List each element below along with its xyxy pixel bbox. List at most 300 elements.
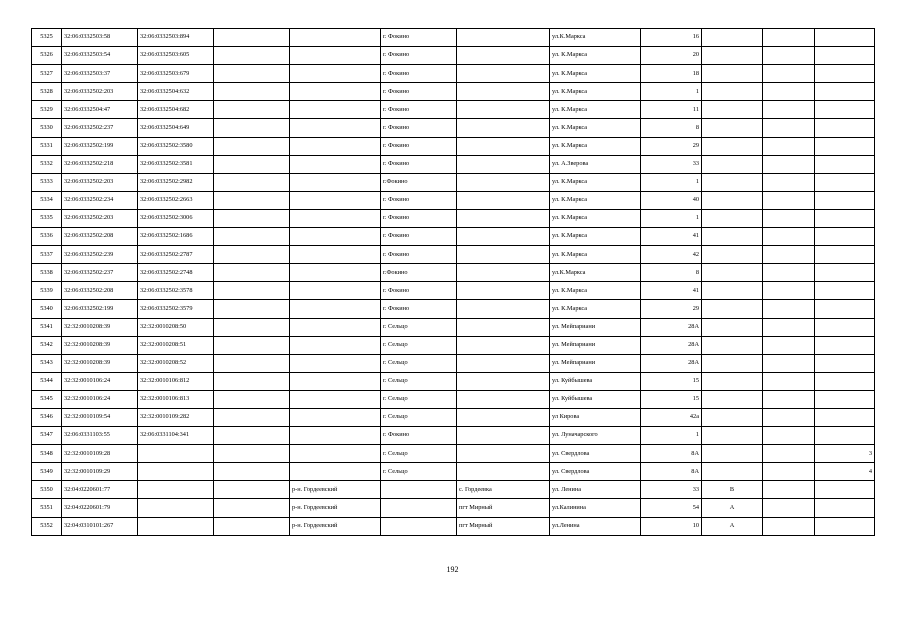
table-row	[32, 427, 875, 445]
cell-apartment	[815, 390, 875, 408]
cell-house-number: 41	[641, 228, 702, 246]
cell-city	[381, 499, 457, 517]
cell-settlement	[457, 155, 550, 173]
cell-extra-col	[763, 318, 815, 336]
cell-extra-col	[763, 354, 815, 372]
cell-house-number: 28А	[641, 318, 702, 336]
cell-cadastral-number: 32:06:0332502:203	[62, 209, 138, 227]
table-row	[32, 65, 875, 83]
cell-row-index: 5343	[32, 354, 62, 372]
cell-row-index: 5337	[32, 246, 62, 264]
cell-settlement: с. Гордеевка	[457, 481, 550, 499]
cell-extra-col	[763, 408, 815, 426]
cell-object-cadastral-number: 32:06:0332502:2663	[138, 191, 214, 209]
cell-settlement	[457, 246, 550, 264]
cell-object-cadastral-number: 32:32:0010106:813	[138, 390, 214, 408]
cell-extra-col	[763, 264, 815, 282]
cell-city: г. Фокино	[381, 300, 457, 318]
cell-apartment: 4	[815, 463, 875, 481]
cell-street: ул. К.Маркса	[550, 300, 641, 318]
cell-district	[290, 408, 381, 426]
cell-object-cadastral-number: 32:06:0332504:632	[138, 83, 214, 101]
cell-district	[290, 445, 381, 463]
cell-apartment	[815, 191, 875, 209]
cell-row-index: 5348	[32, 445, 62, 463]
cell-object-cadastral-number: 32:06:0332503:894	[138, 29, 214, 47]
cell-cadastral-number: 32:04:0310101:267	[62, 517, 138, 535]
table-row	[32, 29, 875, 47]
cell-empty-col	[214, 29, 290, 47]
cell-house-number: 1	[641, 83, 702, 101]
cell-extra-col	[763, 29, 815, 47]
cell-district	[290, 427, 381, 445]
table-row	[32, 155, 875, 173]
cell-district	[290, 209, 381, 227]
cell-settlement	[457, 354, 550, 372]
cell-apartment	[815, 300, 875, 318]
cell-street: ул. К.Маркса	[550, 209, 641, 227]
cell-house-number: 41	[641, 282, 702, 300]
cell-row-index: 5347	[32, 427, 62, 445]
cell-street: ул.Калинина	[550, 499, 641, 517]
cell-row-index: 5325	[32, 29, 62, 47]
cell-object-cadastral-number: 32:32:0010208:51	[138, 336, 214, 354]
page-number: 192	[446, 565, 459, 574]
cell-empty-col	[214, 372, 290, 390]
cell-street: ул. К.Маркса	[550, 228, 641, 246]
cell-building-letter	[702, 463, 763, 481]
cell-house-number: 33	[641, 155, 702, 173]
cell-district	[290, 264, 381, 282]
cell-row-index: 5346	[32, 408, 62, 426]
cell-extra-col	[763, 336, 815, 354]
cell-building-letter	[702, 173, 763, 191]
cell-cadastral-number: 32:32:0010208:39	[62, 336, 138, 354]
cell-house-number: 42а	[641, 408, 702, 426]
table-row	[32, 445, 875, 463]
cell-district	[290, 83, 381, 101]
cell-settlement	[457, 209, 550, 227]
cell-building-letter	[702, 137, 763, 155]
cell-apartment	[815, 264, 875, 282]
cell-building-letter	[702, 300, 763, 318]
cell-empty-col	[214, 155, 290, 173]
cell-apartment	[815, 155, 875, 173]
cell-district	[290, 191, 381, 209]
cell-house-number: 1	[641, 427, 702, 445]
cell-object-cadastral-number: 32:06:0331104:341	[138, 427, 214, 445]
cell-extra-col	[763, 499, 815, 517]
cell-cadastral-number: 32:32:0010106:24	[62, 390, 138, 408]
cell-street: ул. Ленина	[550, 481, 641, 499]
cell-house-number: 1	[641, 173, 702, 191]
cell-city: г. Сельцо	[381, 372, 457, 390]
cell-row-index: 5331	[32, 137, 62, 155]
cell-object-cadastral-number: 32:06:0332502:3581	[138, 155, 214, 173]
cell-city: г. Фокино	[381, 282, 457, 300]
cell-empty-col	[214, 191, 290, 209]
cell-street: ул.К.Маркса	[550, 29, 641, 47]
cell-settlement	[457, 264, 550, 282]
cell-row-index: 5334	[32, 191, 62, 209]
cell-empty-col	[214, 517, 290, 535]
cell-extra-col	[763, 300, 815, 318]
cell-apartment	[815, 119, 875, 137]
cell-apartment	[815, 517, 875, 535]
cell-empty-col	[214, 119, 290, 137]
cell-building-letter	[702, 354, 763, 372]
cell-object-cadastral-number	[138, 499, 214, 517]
cell-building-letter	[702, 372, 763, 390]
cell-settlement: пгт Мирный	[457, 499, 550, 517]
cell-row-index: 5340	[32, 300, 62, 318]
cell-extra-col	[763, 209, 815, 227]
cell-street: ул. Мейпариани	[550, 318, 641, 336]
cell-city: г. Фокино	[381, 119, 457, 137]
cell-extra-col	[763, 47, 815, 65]
cell-building-letter	[702, 318, 763, 336]
cell-building-letter	[702, 445, 763, 463]
cell-object-cadastral-number	[138, 445, 214, 463]
cell-cadastral-number: 32:06:0332502:208	[62, 228, 138, 246]
cell-district	[290, 372, 381, 390]
cell-settlement	[457, 408, 550, 426]
cell-object-cadastral-number: 32:32:0010106:812	[138, 372, 214, 390]
cell-city: г. Сельцо	[381, 390, 457, 408]
cell-object-cadastral-number: 32:06:0332502:2787	[138, 246, 214, 264]
cell-apartment	[815, 282, 875, 300]
cell-city: г. Фокино	[381, 209, 457, 227]
cell-street: ул. К.Маркса	[550, 83, 641, 101]
cell-row-index: 5338	[32, 264, 62, 282]
cell-street: ул.К.Маркса	[550, 264, 641, 282]
cell-row-index: 5326	[32, 47, 62, 65]
property-register-table	[31, 28, 875, 536]
table-row	[32, 408, 875, 426]
cell-object-cadastral-number: 32:06:0332502:3006	[138, 209, 214, 227]
cell-extra-col	[763, 137, 815, 155]
cell-house-number: 11	[641, 101, 702, 119]
cell-house-number: 10	[641, 517, 702, 535]
table-row	[32, 264, 875, 282]
cell-street: ул. Луначарского	[550, 427, 641, 445]
table-row	[32, 173, 875, 191]
cell-empty-col	[214, 264, 290, 282]
table-row	[32, 209, 875, 227]
table-row	[32, 354, 875, 372]
cell-settlement	[457, 83, 550, 101]
cell-empty-col	[214, 354, 290, 372]
cell-settlement	[457, 445, 550, 463]
table-row	[32, 318, 875, 336]
cell-settlement	[457, 463, 550, 481]
cell-object-cadastral-number: 32:06:0332502:2748	[138, 264, 214, 282]
cell-street: ул. Свердлова	[550, 445, 641, 463]
cell-object-cadastral-number: 32:06:0332503:679	[138, 65, 214, 83]
cell-settlement	[457, 300, 550, 318]
cell-street: ул. Куйбышева	[550, 390, 641, 408]
cell-district	[290, 463, 381, 481]
cell-cadastral-number: 32:06:0332502:203	[62, 83, 138, 101]
cell-cadastral-number: 32:06:0331103:55	[62, 427, 138, 445]
cell-street: ул. К.Маркса	[550, 47, 641, 65]
cell-cadastral-number: 32:06:0332503:37	[62, 65, 138, 83]
cell-row-index: 5330	[32, 119, 62, 137]
cell-building-letter	[702, 191, 763, 209]
cell-apartment	[815, 29, 875, 47]
cell-district	[290, 173, 381, 191]
cell-object-cadastral-number: 32:06:0332502:2982	[138, 173, 214, 191]
cell-settlement	[457, 65, 550, 83]
cell-object-cadastral-number	[138, 463, 214, 481]
cell-settlement	[457, 427, 550, 445]
cell-city: г. Сельцо	[381, 463, 457, 481]
cell-row-index: 5341	[32, 318, 62, 336]
cell-extra-col	[763, 463, 815, 481]
cell-empty-col	[214, 137, 290, 155]
cell-house-number: 20	[641, 47, 702, 65]
cell-cadastral-number: 32:32:0010109:28	[62, 445, 138, 463]
cell-district	[290, 137, 381, 155]
cell-settlement	[457, 282, 550, 300]
cell-building-letter	[702, 264, 763, 282]
cell-extra-col	[763, 191, 815, 209]
cell-row-index: 5336	[32, 228, 62, 246]
cell-street: ул. К.Маркса	[550, 173, 641, 191]
cell-apartment	[815, 427, 875, 445]
cell-city: г. Фокино	[381, 228, 457, 246]
cell-cadastral-number: 32:06:0332503:58	[62, 29, 138, 47]
cell-district	[290, 390, 381, 408]
cell-object-cadastral-number	[138, 481, 214, 499]
cell-apartment	[815, 499, 875, 517]
cell-apartment: 3	[815, 445, 875, 463]
cell-cadastral-number: 32:32:0010109:54	[62, 408, 138, 426]
cell-street: ул. К.Маркса	[550, 191, 641, 209]
cell-extra-col	[763, 83, 815, 101]
cell-row-index: 5328	[32, 83, 62, 101]
cell-empty-col	[214, 47, 290, 65]
cell-row-index: 5327	[32, 65, 62, 83]
cell-building-letter	[702, 155, 763, 173]
cell-apartment	[815, 65, 875, 83]
cell-row-index: 5335	[32, 209, 62, 227]
cell-settlement	[457, 336, 550, 354]
cell-house-number: 28А	[641, 336, 702, 354]
cell-street: ул.Ленина	[550, 517, 641, 535]
cell-street: ул. К.Маркса	[550, 246, 641, 264]
cell-house-number: 8	[641, 119, 702, 137]
cell-house-number: 29	[641, 300, 702, 318]
table-row	[32, 228, 875, 246]
cell-street: ул. Мейпариани	[550, 354, 641, 372]
cell-street: ул. К.Маркса	[550, 282, 641, 300]
cell-city: г. Фокино	[381, 83, 457, 101]
cell-row-index: 5344	[32, 372, 62, 390]
cell-street: ул. К.Маркса	[550, 101, 641, 119]
cell-house-number: 8	[641, 264, 702, 282]
cell-building-letter	[702, 390, 763, 408]
cell-building-letter: В	[702, 481, 763, 499]
cell-district	[290, 282, 381, 300]
cell-settlement: пгт Мирный	[457, 517, 550, 535]
cell-building-letter	[702, 101, 763, 119]
table-row	[32, 137, 875, 155]
cell-object-cadastral-number: 32:32:0010208:50	[138, 318, 214, 336]
cell-house-number: 54	[641, 499, 702, 517]
cell-object-cadastral-number: 32:32:0010109:282	[138, 408, 214, 426]
cell-extra-col	[763, 173, 815, 191]
cell-settlement	[457, 29, 550, 47]
cell-empty-col	[214, 101, 290, 119]
cell-settlement	[457, 191, 550, 209]
cell-house-number: 29	[641, 137, 702, 155]
cell-house-number: 1	[641, 209, 702, 227]
cell-building-letter	[702, 47, 763, 65]
cell-settlement	[457, 47, 550, 65]
cell-district	[290, 119, 381, 137]
table-row	[32, 119, 875, 137]
cell-building-letter	[702, 65, 763, 83]
cell-extra-col	[763, 390, 815, 408]
cell-street: ул. Куйбышева	[550, 372, 641, 390]
cell-building-letter	[702, 427, 763, 445]
cell-apartment	[815, 408, 875, 426]
cell-building-letter: А	[702, 499, 763, 517]
cell-building-letter	[702, 29, 763, 47]
cell-district: р-н. Гордеевский	[290, 499, 381, 517]
cell-row-index: 5329	[32, 101, 62, 119]
cell-empty-col	[214, 300, 290, 318]
table-row	[32, 47, 875, 65]
cell-object-cadastral-number: 32:06:0332502:3578	[138, 282, 214, 300]
cell-apartment	[815, 101, 875, 119]
cell-row-index: 5350	[32, 481, 62, 499]
cell-empty-col	[214, 499, 290, 517]
cell-cadastral-number: 32:04:0220601:77	[62, 481, 138, 499]
cell-object-cadastral-number: 32:06:0332502:1686	[138, 228, 214, 246]
cell-building-letter	[702, 282, 763, 300]
cell-building-letter	[702, 119, 763, 137]
cell-object-cadastral-number: 32:06:0332502:3580	[138, 137, 214, 155]
cell-row-index: 5345	[32, 390, 62, 408]
cell-empty-col	[214, 408, 290, 426]
cell-row-index: 5339	[32, 282, 62, 300]
cell-house-number: 33	[641, 481, 702, 499]
cell-row-index: 5332	[32, 155, 62, 173]
cell-empty-col	[214, 318, 290, 336]
cell-apartment	[815, 372, 875, 390]
cell-street: ул. А.Зверова	[550, 155, 641, 173]
cell-object-cadastral-number	[138, 517, 214, 535]
cell-row-index: 5352	[32, 517, 62, 535]
cell-building-letter	[702, 408, 763, 426]
cell-apartment	[815, 246, 875, 264]
cell-cadastral-number: 32:06:0332502:237	[62, 264, 138, 282]
table-row	[32, 336, 875, 354]
cell-extra-col	[763, 119, 815, 137]
cell-city: г. Фокино	[381, 137, 457, 155]
cell-cadastral-number: 32:06:0332503:54	[62, 47, 138, 65]
cell-cadastral-number: 32:06:0332502:199	[62, 137, 138, 155]
cell-extra-col	[763, 228, 815, 246]
cell-district	[290, 300, 381, 318]
cell-cadastral-number: 32:32:0010109:29	[62, 463, 138, 481]
cell-building-letter: А	[702, 517, 763, 535]
cell-city: г. Сельцо	[381, 445, 457, 463]
cell-apartment	[815, 481, 875, 499]
cell-house-number: 15	[641, 390, 702, 408]
cell-city: г. Фокино	[381, 101, 457, 119]
cell-extra-col	[763, 282, 815, 300]
table-row	[32, 101, 875, 119]
table-row	[32, 372, 875, 390]
cell-row-index: 5351	[32, 499, 62, 517]
cell-district	[290, 101, 381, 119]
cell-cadastral-number: 32:06:0332504:47	[62, 101, 138, 119]
cell-house-number: 18	[641, 65, 702, 83]
cell-district: р-н. Гордеевский	[290, 517, 381, 535]
cell-apartment	[815, 228, 875, 246]
cell-cadastral-number: 32:06:0332502:199	[62, 300, 138, 318]
cell-settlement	[457, 390, 550, 408]
cell-apartment	[815, 173, 875, 191]
table-row	[32, 83, 875, 101]
cell-street: ул. К.Маркса	[550, 137, 641, 155]
cell-house-number: 16	[641, 29, 702, 47]
cell-empty-col	[214, 209, 290, 227]
cell-street: ул. Свердлова	[550, 463, 641, 481]
cell-row-index: 5333	[32, 173, 62, 191]
cell-house-number: 28А	[641, 354, 702, 372]
cell-empty-col	[214, 481, 290, 499]
cell-city: г.Фокино	[381, 173, 457, 191]
cell-extra-col	[763, 517, 815, 535]
cell-house-number: 42	[641, 246, 702, 264]
cell-settlement	[457, 372, 550, 390]
cell-district	[290, 318, 381, 336]
cell-city: г.Фокино	[381, 264, 457, 282]
cell-building-letter	[702, 246, 763, 264]
cell-settlement	[457, 228, 550, 246]
table-row	[32, 191, 875, 209]
cell-settlement	[457, 137, 550, 155]
cell-district	[290, 47, 381, 65]
table-row	[32, 499, 875, 517]
cell-building-letter	[702, 209, 763, 227]
cell-district	[290, 336, 381, 354]
cell-extra-col	[763, 65, 815, 83]
cell-empty-col	[214, 445, 290, 463]
cell-city: г. Фокино	[381, 427, 457, 445]
table-row	[32, 282, 875, 300]
table-row	[32, 246, 875, 264]
cell-building-letter	[702, 228, 763, 246]
cell-city: г. Сельцо	[381, 318, 457, 336]
cell-apartment	[815, 47, 875, 65]
cell-building-letter	[702, 83, 763, 101]
cell-cadastral-number: 32:06:0332502:218	[62, 155, 138, 173]
cell-street: ул. К.Маркса	[550, 65, 641, 83]
cell-empty-col	[214, 390, 290, 408]
cell-city	[381, 481, 457, 499]
cell-district: р-н. Гордеевский	[290, 481, 381, 499]
cell-object-cadastral-number: 32:06:0332503:605	[138, 47, 214, 65]
cell-settlement	[457, 119, 550, 137]
cell-extra-col	[763, 445, 815, 463]
cell-cadastral-number: 32:32:0010208:39	[62, 318, 138, 336]
cell-city: г. Фокино	[381, 246, 457, 264]
